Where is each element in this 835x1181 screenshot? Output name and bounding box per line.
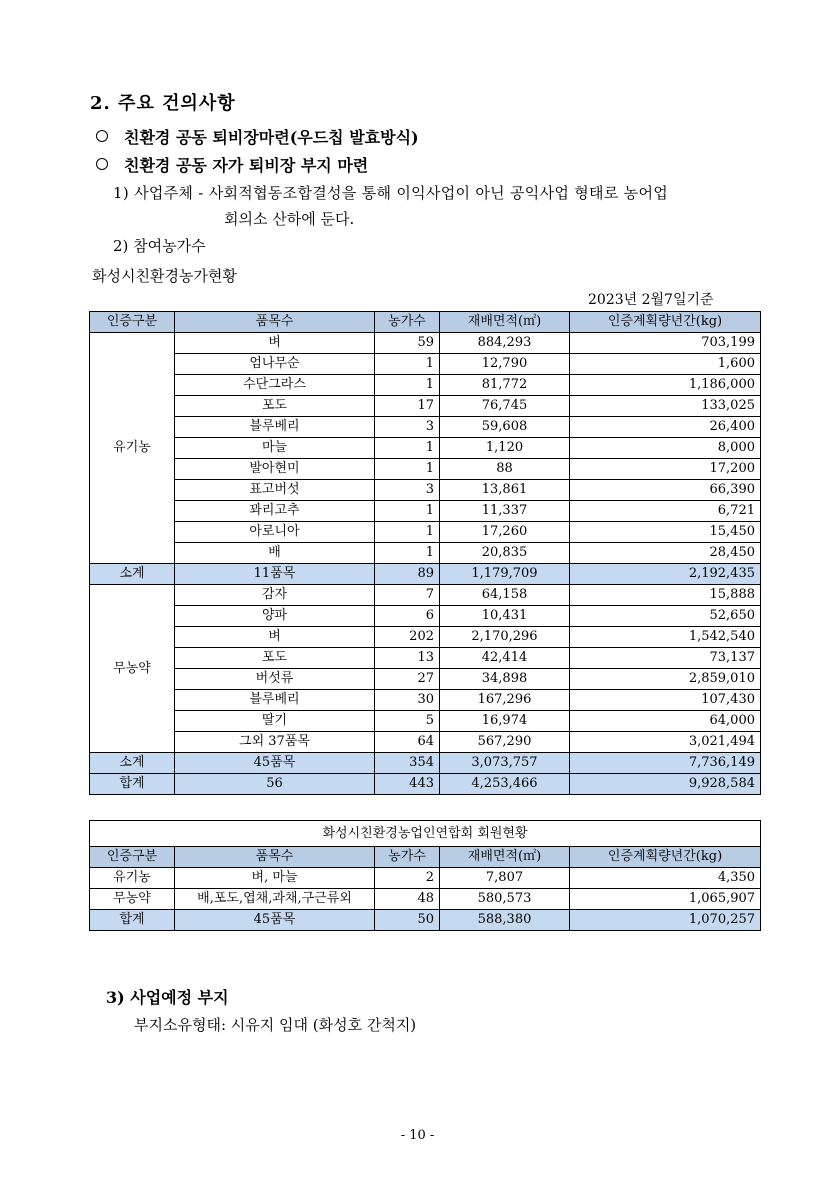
table-cell: 59: [375, 333, 440, 354]
table-cell: 1: [375, 459, 440, 480]
table-cell: 2: [375, 868, 440, 889]
section-heading: 2. 주요 건의사항: [90, 93, 236, 114]
table-header-row: [90, 847, 761, 868]
circle-bullet-icon: [96, 130, 108, 142]
table-cell: 1,186,000: [570, 375, 761, 396]
table-cell: 10,431: [440, 606, 570, 627]
table-cell: 1,542,540: [570, 627, 761, 648]
table-cell: 4,350: [570, 868, 761, 889]
table-cell: 소계: [90, 753, 175, 774]
table-cell: 소계: [90, 564, 175, 585]
table-cell: 26,400: [570, 417, 761, 438]
table-cell: 딸기: [175, 711, 375, 732]
table-row: [90, 711, 761, 732]
table-cell: 76,745: [440, 396, 570, 417]
table-cell: 포도: [175, 396, 375, 417]
table-row: [90, 438, 761, 459]
table-cell: 2,859,010: [570, 669, 761, 690]
column-header: 농가수: [375, 312, 440, 333]
table-row: [90, 459, 761, 480]
table-cell: 1: [375, 354, 440, 375]
table-cell: 28,450: [570, 543, 761, 564]
table-cell: 64,000: [570, 711, 761, 732]
table-row: [90, 868, 761, 889]
table-row: [90, 396, 761, 417]
table-cell: 버섯류: [175, 669, 375, 690]
table-cell: 4,253,466: [440, 774, 570, 795]
table-cell: 17,200: [570, 459, 761, 480]
table-cell: 884,293: [440, 333, 570, 354]
table-cell: 588,380: [440, 910, 570, 931]
table-cell: 합계: [90, 910, 175, 931]
table-cell: 5: [375, 711, 440, 732]
table-cell: 30: [375, 690, 440, 711]
table-cell: 3,073,757: [440, 753, 570, 774]
circle-bullet-icon: [96, 158, 108, 170]
table-cell: 3: [375, 417, 440, 438]
table-cell: 354: [375, 753, 440, 774]
bullet-text: 친환경 공동 자가 퇴비장 부지 마련: [124, 156, 369, 175]
table-cell: 벼, 마늘: [175, 868, 375, 889]
column-header: 인증계획량년간(kg): [570, 312, 761, 333]
table-cell: 12,790: [440, 354, 570, 375]
table-cell: 15,888: [570, 585, 761, 606]
table-cell: 66,390: [570, 480, 761, 501]
table-row: [90, 889, 761, 910]
table-cell: 1,065,907: [570, 889, 761, 910]
section3-text: 부지소유형태: 시유지 임대 (화성호 간척지): [134, 1016, 417, 1034]
table-cell: 포도: [175, 648, 375, 669]
table-cell: 16,974: [440, 711, 570, 732]
table-cell: 1,070,257: [570, 910, 761, 931]
table-cell: 7: [375, 585, 440, 606]
table-cell: 11,337: [440, 501, 570, 522]
table-cell: 202: [375, 627, 440, 648]
table-row: [90, 375, 761, 396]
table-cell: 133,025: [570, 396, 761, 417]
table-cell: 표고버섯: [175, 480, 375, 501]
table-row: [90, 522, 761, 543]
column-header: 농가수: [375, 847, 440, 868]
table-row: [90, 501, 761, 522]
table-row: [90, 417, 761, 438]
table-cell: 1: [375, 522, 440, 543]
table-cell: 73,137: [570, 648, 761, 669]
section3-heading: 3) 사업예정 부지: [106, 988, 229, 1007]
table-cell: 9,928,584: [570, 774, 761, 795]
column-header: 인증구분: [90, 312, 175, 333]
subtotal-row: [90, 753, 761, 774]
table-cell: 17: [375, 396, 440, 417]
table-cell: 6,721: [570, 501, 761, 522]
table-header-row: [90, 312, 761, 333]
table-cell: 580,573: [440, 889, 570, 910]
table-row: [90, 648, 761, 669]
table-cell: 34,898: [440, 669, 570, 690]
table-cell: 블루베리: [175, 690, 375, 711]
subtotal-row: [90, 564, 761, 585]
table-cell: 45품목: [175, 910, 375, 931]
category-cell: 무농약: [90, 585, 175, 753]
table-cell: 64: [375, 732, 440, 753]
table-cell: 167,296: [440, 690, 570, 711]
table-cell: 그외 37품목: [175, 732, 375, 753]
table-cell: 50: [375, 910, 440, 931]
table-cell: 2,192,435: [570, 564, 761, 585]
table-cell: 6: [375, 606, 440, 627]
table-cell: 1: [375, 501, 440, 522]
table-cell: 1: [375, 375, 440, 396]
table-cell: 발아현미: [175, 459, 375, 480]
item1-text-continued: 회의소 산하에 둔다.: [224, 210, 355, 228]
table-cell: 합계: [90, 774, 175, 795]
column-header: 품목수: [175, 847, 375, 868]
table1-date: 2023년 2월7일기준: [588, 292, 714, 308]
table-cell: 수단그라스: [175, 375, 375, 396]
table-cell: 8,000: [570, 438, 761, 459]
table-title: 화성시친환경농업인연합회 회원현황: [90, 821, 761, 847]
table-row: [90, 585, 761, 606]
table-row: [90, 627, 761, 648]
table-cell: 56: [175, 774, 375, 795]
table-cell: 107,430: [570, 690, 761, 711]
table-row: [90, 606, 761, 627]
table-cell: 1: [375, 543, 440, 564]
table-cell: 13,861: [440, 480, 570, 501]
table-cell: 7,807: [440, 868, 570, 889]
item1-text: 1) 사업주체 - 사회적협동조합결성을 통해 이익사업이 아닌 공익사업 형태로 농어업: [113, 184, 669, 202]
table-cell: 89: [375, 564, 440, 585]
bullet-item: [96, 125, 419, 148]
table-cell: 11품목: [175, 564, 375, 585]
table-cell: 88: [440, 459, 570, 480]
column-header: 재배면적(㎡): [440, 847, 570, 868]
table-cell: 567,290: [440, 732, 570, 753]
table-cell: 벼: [175, 627, 375, 648]
page-number: - 10 -: [400, 1128, 435, 1143]
category-cell: 유기농: [90, 333, 175, 564]
table-title-row: [90, 821, 761, 847]
table-cell: 3,021,494: [570, 732, 761, 753]
table-cell: 무농약: [90, 889, 175, 910]
member-status-table: [89, 820, 761, 931]
table-cell: 아로니아: [175, 522, 375, 543]
table-row: [90, 669, 761, 690]
table-cell: 48: [375, 889, 440, 910]
table-cell: 엄나무순: [175, 354, 375, 375]
table-row: [90, 354, 761, 375]
table-cell: 꽈리고추: [175, 501, 375, 522]
table-cell: 1,600: [570, 354, 761, 375]
column-header: 인증구분: [90, 847, 175, 868]
table-cell: 배: [175, 543, 375, 564]
table-cell: 81,772: [440, 375, 570, 396]
table-cell: 1: [375, 438, 440, 459]
table-cell: 7,736,149: [570, 753, 761, 774]
table-cell: 59,608: [440, 417, 570, 438]
total-row: [90, 774, 761, 795]
table-cell: 703,199: [570, 333, 761, 354]
table-cell: 45품목: [175, 753, 375, 774]
table-row: [90, 543, 761, 564]
farm-status-table: [89, 311, 761, 795]
bullet-text: 친환경 공동 퇴비장마련(우드칩 발효방식): [124, 128, 419, 147]
table-cell: 52,650: [570, 606, 761, 627]
table-cell: 443: [375, 774, 440, 795]
table-cell: 17,260: [440, 522, 570, 543]
table-cell: 3: [375, 480, 440, 501]
table-cell: 벼: [175, 333, 375, 354]
table-cell: 양파: [175, 606, 375, 627]
bullet-item: [96, 153, 368, 176]
column-header: 인증계획량년간(kg): [570, 847, 761, 868]
table-cell: 64,158: [440, 585, 570, 606]
table1-caption: 화성시친환경농가현황: [92, 267, 237, 285]
table-row: [90, 690, 761, 711]
total-row: [90, 910, 761, 931]
table-row: [90, 333, 761, 354]
table-cell: 15,450: [570, 522, 761, 543]
table-cell: 1,120: [440, 438, 570, 459]
column-header: 품목수: [175, 312, 375, 333]
table-cell: 27: [375, 669, 440, 690]
table-cell: 1,179,709: [440, 564, 570, 585]
table-cell: 감자: [175, 585, 375, 606]
table-cell: 마늘: [175, 438, 375, 459]
table-cell: 유기농: [90, 868, 175, 889]
table-cell: 배,포도,엽채,과채,구근류외: [175, 889, 375, 910]
table-cell: 20,835: [440, 543, 570, 564]
table-cell: 2,170,296: [440, 627, 570, 648]
table-cell: 블루베리: [175, 417, 375, 438]
table-cell: 13: [375, 648, 440, 669]
table-row: [90, 732, 761, 753]
item2-text: 2) 참여농가수: [113, 237, 206, 255]
table-row: [90, 480, 761, 501]
table-cell: 42,414: [440, 648, 570, 669]
column-header: 재배면적(㎡): [440, 312, 570, 333]
